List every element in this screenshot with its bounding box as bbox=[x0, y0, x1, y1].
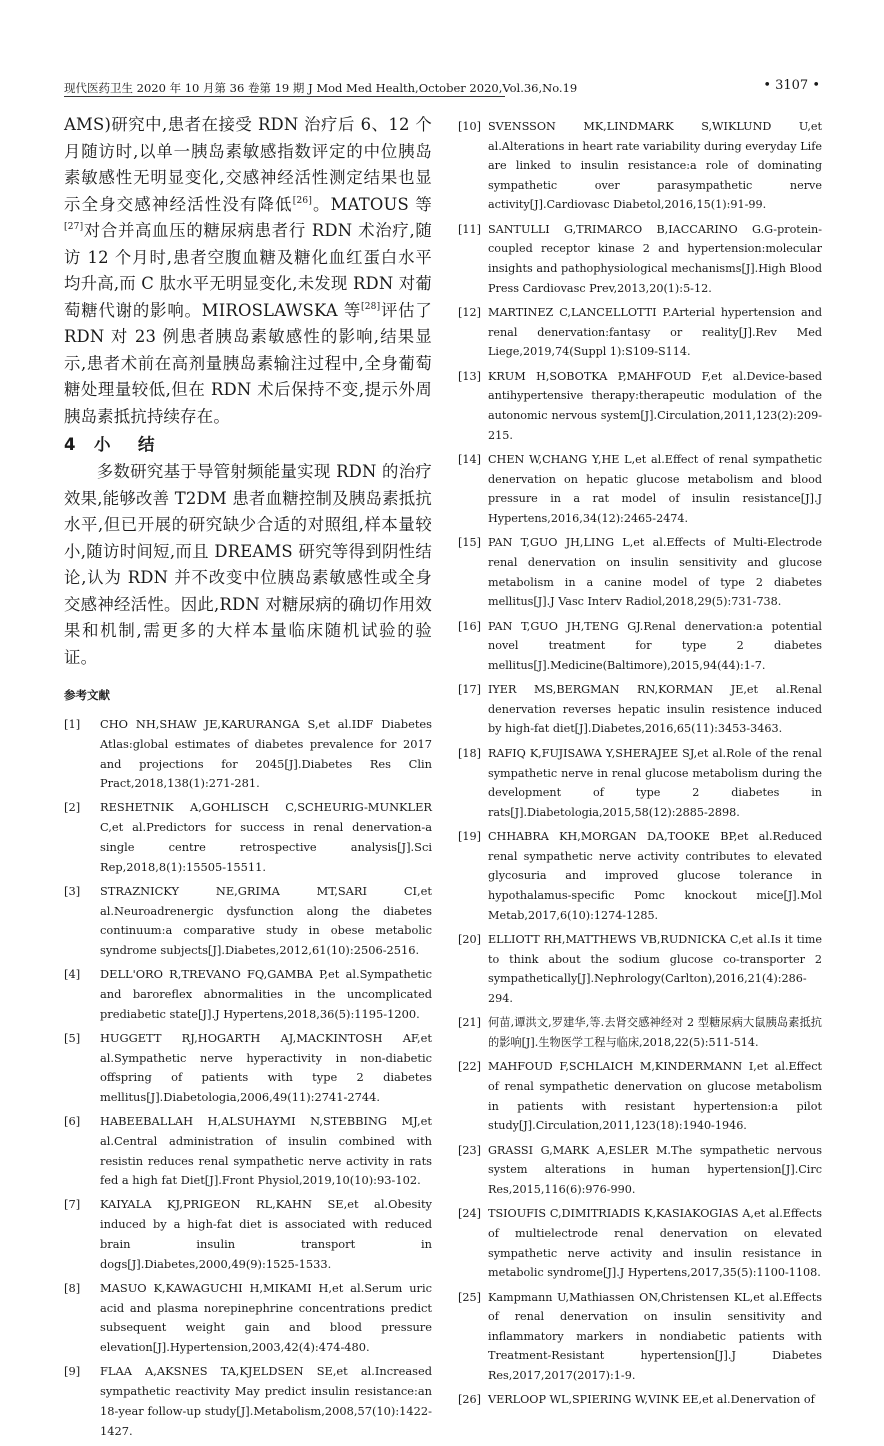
reference-text: PAN T,GUO JH,TENG GJ.Renal denervation:a potential novel treatment for type 2 diabetes mellitus[J].Medicine(Baltimore),2015,94(44):1-7. bbox=[488, 619, 822, 672]
running-header bbox=[64, 78, 820, 98]
reference-item bbox=[458, 303, 822, 362]
reference-item bbox=[458, 1390, 822, 1410]
reference-text: FLAA A,AKSNES TA,KJELDSEN SE,et al.Increased sympathetic reactivity May predict insulin resistance:an 18-year follow-up study[J].Metabolism,2008,57(10):1422-1427. bbox=[100, 1364, 432, 1438]
reference-text: CHEN W,CHANG Y,HE L,et al.Effect of renal sympathetic denervation on hepatic glucose metabolism and blood pressure in a rat model of insulin resistance[J].J Hypertens,2016,34(12):2465-2474. bbox=[488, 453, 822, 525]
reference-number: [22] bbox=[458, 1060, 481, 1074]
reference-item bbox=[458, 827, 822, 925]
reference-item bbox=[64, 1279, 432, 1358]
reference-number: [7] bbox=[64, 1197, 81, 1212]
reference-text: ELLIOTT RH,MATTHEWS VB,RUDNICKA C,et al.Is it time to think about the sodium glucose co-transporter 2 sympathetically[J].Nephrology(Carlton),2016,21(4):286-294. bbox=[488, 933, 822, 1005]
reference-number: [18] bbox=[458, 746, 481, 760]
reference-number: [2] bbox=[64, 800, 81, 815]
citation-28: [28] bbox=[361, 301, 381, 312]
reference-item bbox=[458, 450, 822, 528]
reference-item bbox=[64, 882, 432, 961]
reference-text: PAN T,GUO JH,LING L,et al.Effects of Multi-Electrode renal denervation on insulin sensitivity and glucose metabolism in a canine model of type 2 diabetes mellitus[J].J Vasc Interv Radiol,2018,29(5):731-738. bbox=[488, 536, 822, 609]
references-heading: 参考文献 bbox=[64, 688, 110, 702]
reference-item bbox=[458, 367, 822, 445]
journal-citation: 现代医药卫生 2020 年 10 月第 36 卷第 19 期 J Mod Med Health,October 2020,Vol.36,No.19 bbox=[64, 81, 578, 95]
reference-text: STRAZNICKY NE,GRIMA MT,SARI CI,et al.Neuroadrenergic dysfunction along the diabetes continuum:a comparative study in obese metabolic syndrome subjects[J].Diabetes,2012,61(10):2506-2516. bbox=[100, 883, 432, 958]
reference-number: [17] bbox=[458, 683, 481, 697]
reference-item bbox=[458, 1288, 822, 1386]
reference-text: SVENSSON MK,LINDMARK S,WIKLUND U,et al.Alterations in heart rate variability during everyday Life are linked to insulin resistance:a role of dominating sympathetic over parasympathetic nerve activity[J].Cardiovasc Diabetol,2016,15(1):91-99. bbox=[488, 120, 822, 212]
section-title-char: 小 bbox=[94, 435, 111, 454]
reference-item bbox=[458, 1013, 822, 1052]
citation-26: [26] bbox=[292, 195, 313, 206]
reference-list-right bbox=[458, 117, 822, 1410]
reference-item bbox=[458, 617, 822, 676]
reference-item bbox=[64, 1112, 432, 1191]
reference-number: [3] bbox=[64, 883, 81, 898]
reference-number: [11] bbox=[458, 222, 481, 236]
left-column bbox=[64, 112, 432, 1446]
reference-text: MARTINEZ C,LANCELLOTTI P.Arterial hypertension and renal denervation:fantasy or reality[J].Rev Med Liege,2019,74(Suppl 1):S109-S114. bbox=[488, 306, 822, 359]
reference-number: [4] bbox=[64, 967, 81, 982]
reference-text: VERLOOP WL,SPIERING W,VINK EE,et al.Denervation of bbox=[488, 1393, 815, 1407]
reference-item bbox=[458, 533, 822, 611]
reference-text: RAFIQ K,FUJISAWA Y,SHERAJEE SJ,et al.Role of the renal sympathetic nerve in renal glucose metabolism during the development of type 2 diabetes in rats[J].Diabetologia,2015,58(12):2885-2898. bbox=[488, 746, 822, 819]
citation-27: [27] bbox=[64, 222, 84, 232]
reference-number: [24] bbox=[458, 1207, 481, 1221]
reference-text: CHO NH,SHAW JE,KARURANGA S,et al.IDF Diabetes Atlas:global estimates of diabetes prevalence for 2017 and projections for 2045[J].Diabetes Res Clin Pract,2018,138(1):271-281. bbox=[100, 717, 432, 791]
reference-item bbox=[458, 744, 822, 822]
reference-item bbox=[64, 798, 432, 877]
reference-text: KRUM H,SOBOTKA P,MAHFOUD F,et al.Device-based antihypertensive therapy:therapeutic modulation of the autonomic nervous system[J].Circulation,2011,123(2):209-215. bbox=[488, 369, 822, 442]
reference-number: [21] bbox=[458, 1016, 481, 1030]
reference-item bbox=[458, 1057, 822, 1135]
reference-number: [25] bbox=[458, 1290, 481, 1304]
reference-text: HABEEBALLAH H,ALSUHAYMI N,STEBBING MJ,et al.Central administration of insulin combined with resistin reduces renal sympathetic nerve activity in rats fed a high fat Diet[J].Front Physiol,2019,10(10):93-102. bbox=[100, 1114, 432, 1188]
reference-text: RESHETNIK A,GOHLISCH C,SCHEURIG-MUNKLER C,et al.Predictors for success in renal denervation-a single centre retrospective analysis[J].Sci Rep,2018,8(1):15505-15511. bbox=[100, 800, 432, 874]
reference-number: [9] bbox=[64, 1364, 81, 1379]
reference-number: [1] bbox=[64, 717, 81, 731]
reference-text: CHHABRA KH,MORGAN DA,TOOKE BP,et al.Reduced renal sympathetic nerve activity contributes to elevated glycosuria and improved glucose tolerance in hypothalamus-specific Pomc knockout mice[J].Mol Metab,2017,6(10):1274-1285. bbox=[488, 830, 822, 922]
reference-item bbox=[64, 715, 432, 794]
reference-item bbox=[458, 930, 822, 1008]
reference-list-left bbox=[64, 715, 432, 1441]
reference-text: Kampmann U,Mathiassen ON,Christensen KL,et al.Effects of renal denervation on insulin sensitivity and inflammatory markers in nondiabetic patients with Treatment-Resistant hypertension[J].J Diabetes Res,2017,2017(2017):1-9. bbox=[488, 1290, 822, 1382]
reference-number: [6] bbox=[64, 1114, 81, 1129]
reference-number: [23] bbox=[458, 1143, 481, 1157]
section-number: 4 bbox=[64, 435, 76, 454]
reference-text: MAHFOUD F,SCHLAICH M,KINDERMANN I,et al.Effect of renal sympathetic denervation on glucose metabolism in patients with resistant hypertension:a pilot study[J].Circulation,2011,123(18):1940-1946. bbox=[488, 1060, 822, 1133]
reference-text: MASUO K,KAWAGUCHI H,MIKAMI H,et al.Serum uric acid and plasma norepinephrine concentrations predict subsequent weight gain and blood pressure elevation[J].Hypertension,2003,42(4):474-480. bbox=[100, 1280, 432, 1355]
body-paragraph-continued: AMS)研究中,患者在接受 RDN 治疗后 6、12 个月随访时,以单一胰岛素敏感指数评定的中位胰岛素敏感性无明显变化,交感神经活性测定结果也显示全身交感神经活性没有降低[26]。MATOUS 等[27]对合并高血压的糖尿病患者行 RDN 术治疗,随访 12 个月时,患者空腹血糖及糖化血红蛋白水平均升高,而 C 肽水平无明显变化,未发现 RDN 对葡萄糖代谢的影响。MIROSLAWSKA 等[28]评估了 RDN 对 23 例患者胰岛素敏感性的影响,结果显示,患者术前在高剂量胰岛素输注过程中,全身葡萄糖处理量较低,但在 RDN 术后保持不变,提示外周胰岛素抵抗持续存在。 bbox=[64, 115, 432, 426]
reference-text: HUGGETT RJ,HOGARTH AJ,MACKINTOSH AF,et al.Sympathetic nerve hyperactivity in non-diabetic offspring of patients with type 2 diabetes mellitus[J].Diabetologia,2006,49(11):2741-2744. bbox=[100, 1030, 432, 1105]
reference-text: DELL'ORO R,TREVANO FQ,GAMBA P,et al.Sympathetic and baroreflex abnormalities in the uncomplicated prediabetic state[J].J Hypertens,2018,36(5):1195-1200. bbox=[100, 967, 432, 1021]
reference-item bbox=[64, 965, 432, 1024]
reference-text: KAIYALA KJ,PRIGEON RL,KAHN SE,et al.Obesity induced by a high-fat diet is associated with reduced brain insulin transport in dogs[J].Diabetes,2000,49(9):1525-1533. bbox=[100, 1197, 432, 1271]
reference-item bbox=[458, 220, 822, 298]
reference-item bbox=[458, 1204, 822, 1282]
reference-number: [8] bbox=[64, 1280, 81, 1295]
reference-number: [20] bbox=[458, 933, 481, 947]
reference-number: [16] bbox=[458, 619, 481, 633]
page-number: • 3107 • bbox=[763, 78, 820, 93]
reference-text: IYER MS,BERGMAN RN,KORMAN JE,et al.Renal denervation reverses hepatic insulin resistence induced by high-fat diet[J].Diabetes,2016,65(11):3453-3463. bbox=[488, 683, 822, 736]
summary-paragraph: 多数研究基于导管射频能量实现 RDN 的治疗效果,能够改善 T2DM 患者血糖控制及胰岛素抵抗水平,但已开展的研究缺少合适的对照组,样本量较小,随访时间短,而且 DREAMS 研究等得到阴性结论,认为 RDN 并不改变中位胰岛素敏感性或全身交感神经活性。因此,RDN 对糖尿病的确切作用效果和机制,需更多的大样本量临床随机试验的验证。 bbox=[64, 462, 432, 667]
reference-text: GRASSI G,MARK A,ESLER M.The sympathetic nervous system alterations in human hypertension[J].Circ Res,2015,116(6):976-990. bbox=[488, 1143, 822, 1196]
reference-item bbox=[64, 1029, 432, 1108]
reference-number: [10] bbox=[458, 120, 481, 133]
reference-item bbox=[458, 1141, 822, 1200]
reference-number: [19] bbox=[458, 830, 481, 844]
reference-number: [14] bbox=[458, 453, 481, 467]
section-title-char: 结 bbox=[138, 435, 155, 454]
reference-number: [15] bbox=[458, 536, 481, 550]
section-heading-summary bbox=[64, 432, 432, 458]
reference-item bbox=[64, 1362, 432, 1441]
header-rule bbox=[64, 96, 505, 97]
reference-text: SANTULLI G,TRIMARCO B,IACCARINO G.G-protein-coupled receptor kinase 2 and hypertension:molecular insights and pathophysiological mechanisms[J].High Blood Press Cardiovasc Prev,2013,20(1):5-12. bbox=[488, 222, 822, 295]
right-column bbox=[458, 117, 822, 1415]
reference-number: [13] bbox=[458, 369, 481, 383]
reference-number: [26] bbox=[458, 1393, 481, 1407]
reference-item bbox=[458, 680, 822, 739]
reference-text: 何苗,谭洪文,罗建华,等.去肾交感神经对 2 型糖尿病大鼠胰岛素抵抗的影响[J].生物医学工程与临床,2018,22(5):511-514. bbox=[488, 1016, 822, 1049]
reference-text: TSIOUFIS C,DIMITRIADIS K,KASIAKOGIAS A,et al.Effects of multielectrode renal denervation on elevated sympathetic nerve activity and insulin resistance in metabolic syndrome[J].J Hypertens,2017,35(5):1100-1108. bbox=[488, 1207, 822, 1280]
reference-item bbox=[458, 117, 822, 215]
reference-item bbox=[64, 1195, 432, 1274]
reference-number: [12] bbox=[458, 306, 481, 320]
reference-number: [5] bbox=[64, 1030, 81, 1045]
